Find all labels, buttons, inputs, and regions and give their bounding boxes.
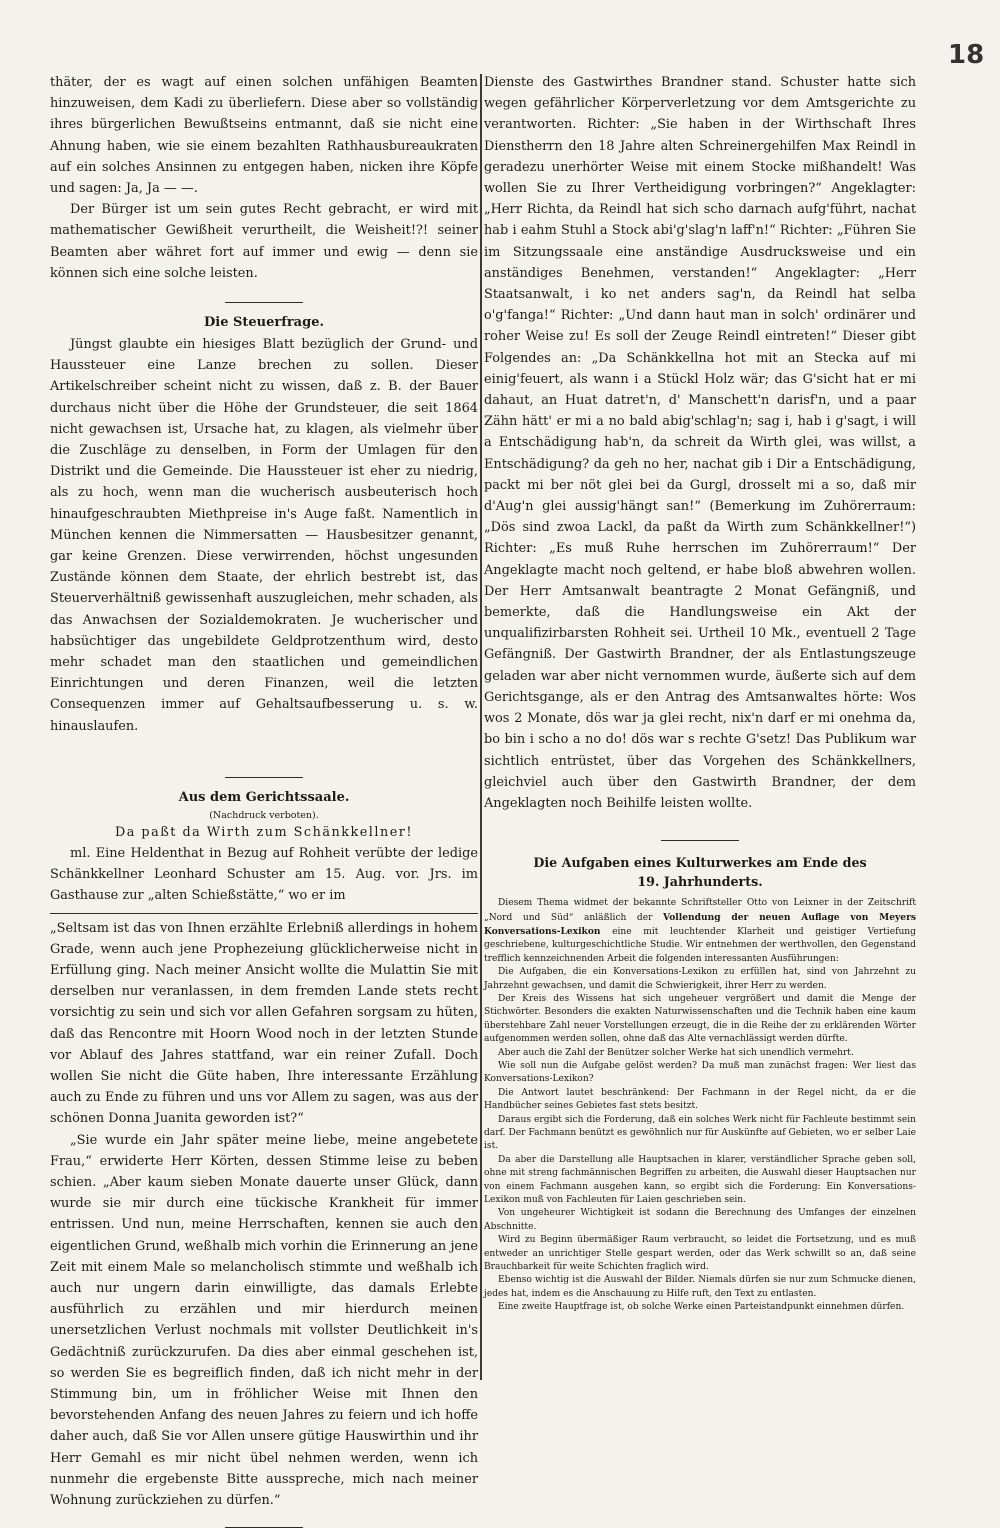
aufgaben-intro-a: Diesem Thema widmet der bekannte Schriftsteller Otto von Leixner in der Zeitschrift „Nord und Süd“ anläßlich der <box>484 898 916 923</box>
aufgaben-title-line-1: Die Aufgaben eines Kulturwerkes am Ende des <box>533 855 867 871</box>
story-paragraph-2: „Sie wurde ein Jahr später meine liebe, meine angebetete Frau,“ erwiderte Herr Körten, dessen Stimme leise zu beben schien. „Aber kaum sieben Monate dauerte unser Glück, dann wurde sie mir durch eine tückische Krankheit für immer entrissen. Und nun, meine Herrschaften, kennen sie auch den eigentlichen Grund, weßhalb mich vorhin die Erinnerung an jene Zeit mit einem Male so melancholisch stimmte und weßhalb ich auch nur ungern darin einwilligte, das damals Erlebte ausführlich zu erzählen und mir hierdurch meinen unersetzlichen Verlust nochmals mit vollster Deutlichkeit in's Gedächtniß zurückzurufen. Da dies aber einmal geschehen ist, so werden Sie es begreiflich finden, daß ich nicht mehr in der Stimmung bin, um in fröhlicher Weise mit Ihnen den bevorstehenden Anfang des neuen Jahres zu feiern und ich hoffe daher auch, daß Sie vor Allen unsere gütige Hauswirthin und ihr Herr Gemahl es mir nicht übel nehmen werden, wenn ich nunmehr die ergebenste Bitte ausspreche, mich nach meiner Wohnung zurückziehen zu dürfen.“ <box>50 1132 478 1508</box>
intro-paragraph-2: Der Bürger ist um sein gutes Recht gebracht, er wird mit mathematischer Gewißheit verurtheilt, die Weisheit!?! seiner Beamten aber währet fort auf immer und ewig — denn sie können sich eine solche leisten. <box>50 202 478 281</box>
article-separator <box>225 777 303 778</box>
left-column <box>50 72 478 1508</box>
aufgaben-intro <box>484 897 916 966</box>
aufgaben-paragraph: Eine zweite Hauptfrage ist, ob solche Werke einen Parteistandpunkt einnehmen dürfen. <box>498 1302 905 1313</box>
aufgaben-intro-bold: Vollendung der neuen Auflage von Meyers Konversations-Lexikon <box>484 911 916 937</box>
article-separator <box>661 840 739 841</box>
reprint-note: (Nachdruck verboten). <box>209 809 319 821</box>
aufgaben-paragraph: Wird zu Beginn übermäßiger Raum verbraucht, so leidet die Fortsetzung, und es muß entweder an unrichtiger Stelle gespart werden, oder das Werk schwillt so an, daß seine Brauchbarkeit für weite Schichten fraglich wird. <box>484 1235 916 1273</box>
aufgaben-paragraph: Von ungeheurer Wichtigkeit ist sodann die Berechnung des Umfanges der einzelnen Abschnitte. <box>484 1208 916 1232</box>
aufgaben-title <box>484 853 916 891</box>
aufgaben-body <box>484 897 916 1315</box>
aufgaben-title-line-2: 19. Jahrhunderts. <box>637 874 763 890</box>
steuerfrage-title: Die Steuerfrage. <box>204 315 324 331</box>
aufgaben-intro-b: eine mit leuchtender Klarheit und geistiger Vertiefung geschriebene, kulturgeschichtliche Studie. Wir entnehmen der werthvollen, den Gegenstand trefflich kennzeichnenden Arbeit die folgenden interessanten Ausführungen: <box>484 926 916 964</box>
aufgaben-paragraph: Der Kreis des Wissens hat sich ungeheuer vergrößert und damit die Menge der Stichwörter. Besonders die exakten Naturwissenschaften und die Technik haben eine kaum überstehbare Zahl neuer Vorstellungen erzeugt, die in die Reihe der zu erklärenden Wörter aufgenommen werden sollen, ohne daß das Alte vernachlässigt werden dürfte. <box>484 993 916 1045</box>
aufgaben-paragraph: Ebenso wichtig ist die Auswahl der Bilder. Niemals dürfen sie nur zum Schmucke dienen, jedes hat, indem es die Anschauung zu Hilfe ruft, den Text zu entlasten. <box>484 1275 916 1299</box>
page-number: 18 <box>948 40 985 70</box>
gerichtssaale-title: Aus dem Gerichtssaale. <box>178 789 350 805</box>
court-report-continued: Dienste des Gastwirthes Brandner stand. Schuster hatte sich wegen gefährlicher Körperverletzung vor dem Amtsgerichte zu verantworten. Richter: „Sie haben in der Wirthschaft Ihres Dienstherrn den 18 Jahre alten Schreinergehilfen Max Reindl in geradezu unerhörter Weise mit einem Stocke mißhandelt! Was wollen Sie zu Ihrer Vertheidigung vorbringen?“ Angeklagter: „Herr Richta, da Reindl hat sich scho darnach aufg'führt, nachat hab i eahm Stuhl a Stock abi'g'slag'n laff'n!“ Richter: „Führen Sie im Sitzungssaale eine anständige Ausdrucksweise und ein anständiges Benehmen, verstanden!“ Angeklagter: „Herr Staatsanwalt, i ko net anders sag'n, da Reindl hat selba o'g'fanga!“ Richter: „Und dann haut man in solch' ordinärer und roher Weise zu! Es soll der Zeuge Reindl eintreten!“ Dieser gibt Folgendes an: „Da Schänkkellna hot mit an Stecka auf mi einig'feuert, als wann i a Stückl Holz wär; das G'sicht hat er mi dahaut, an Huat datret'n, d' Manschett'n darisf'n, und a paar Zähn hätt' er mi a no bald abig'schlag'n; sag i, hab i g'sagt, i will a Entschädigung hab'n, da schreit da Wirth glei, was willst, a Entschädigung? da geh no her, nachat gib i Dir a Entschädigung, packt mi ber nöt glei bei da Gurgl, drosselt mi a so, daß mir d'Aug'n glei aussig'hängt san!“ (Bemerkung im Zuhörerraum: „Dös sind zwoa Lackl, da paßt da Wirth zum Schänkkellner!“) Richter: „Es muß Ruhe herrschen im Zuhörerraum!“ Der Angeklagte macht noch geltend, er habe bloß abwehren wollen. Der Herr Amtsanwalt beantragte 2 Monat Gefängniß, und bemerkte, daß die Handlungsweise ein Akt der unqualifizirbarsten Rohheit sei. Urtheil 10 Mk., eventuell 2 Tage Gefängniß. Der Gastwirth Brandner, der als Entlastungszeuge geladen war aber nicht vernommen wurde, äußerte sich auf dem Gerichtsgange, als er den Antrag des Amtsanwaltes hörte: Wos wos 2 Monate, dös war ja glei recht, nix'n darf er mi onehma da, bo bin i scho a no do! dös war s rechte G'setz! Das Publikum war sichtlich entrüstet, über das Vorgehen des Schänkkellners, gleichviel auch über den Gastwirth Brandner, der dem Angeklagten noch Beihilfe leisten wollte. <box>484 75 916 811</box>
court-lead: ml. Eine Heldenthat in Bezug auf Rohheit verübte der ledige Schänkkellner Leonhard Schuster am 15. Aug. vor. Jrs. im Gasthause zur „alten Schießstätte,“ wo er im <box>50 845 478 904</box>
feuilleton-rule <box>50 913 478 914</box>
steuerfrage-body: Jüngst glaubte ein hiesiges Blatt bezüglich der Grund- und Haussteuer eine Lanze brechen zu sollen. Dieser Artikelschreiber scheint nicht zu wissen, daß z. B. der Bauer durchaus nicht über die Höhe der Grundsteuer, die seit 1864 nicht gewachsen ist, Ursache hat, zu klagen, als vielmehr über die Zuschläge zu denselben, in Form der Umlagen für den Distrikt und die Gemeinde. Die Haussteuer ist eher zu niedrig, als zu hoch, wenn man die wucherisch ausbeuterisch hoch hinaufgeschraubten Miethpreise in's Auge faßt. Namentlich in München kennen die Nimmersatten — Hausbesitzer genannt, gar keine Grenzen. Diese verwirrenden, höchst ungesunden Zustände können dem Staate, der ehrlich bestrebt ist, das Steuerverhältniß gewissenhaft auszugleichen, mehr schaden, als das Anwachsen der Sozialdemokraten. Je wucherischer und habsüchtiger das ungebildete Geldprotzenthum wird, desto mehr schadet man den staatlichen und gemeindlichen Einrichtungen und deren Finanzen, weil die letzten Consequenzen immer auf Gehaltsaufbesserung u. s. w. hinauslaufen. <box>50 337 478 734</box>
intro-paragraph-1: thäter, der es wagt auf einen solchen unfähigen Beamten hinzuweisen, dem Kadi zu überliefern. Diese aber so vollständig ihres bürgerlichen Bewußtseins entmannt, daß sie nicht eine Ahnung haben, wie sie einem bezahlten Rathhausbureaukraten auf ein solches Ansinnen zu entgegen haben, nicken ihre Köpfe und sagen: Ja, Ja — —. <box>50 75 478 197</box>
article-separator <box>225 302 303 303</box>
court-subtitle: Da paßt da Wirth zum Schänkkellner! <box>114 824 414 840</box>
aufgaben-paragraph: Aber auch die Zahl der Benützer solcher Werke hat sich unendlich vermehrt. <box>498 1047 854 1058</box>
aufgaben-paragraph: Die Aufgaben, die ein Konversations-Lexikon zu erfüllen hat, sind von Jahrzehnt zu Jahrzehnt gewachsen, und damit die Schwierigkeit, ihrer Herr zu werden. <box>484 967 916 991</box>
aufgaben-paragraph: Wie soll nun die Aufgabe gelöst werden? Da muß man zunächst fragen: Wer liest das Konversations-Lexikon? <box>484 1060 916 1085</box>
aufgaben-paragraph: Daraus ergibt sich die Forderung, daß ein solches Werk nicht für Fachleute bestimmt sein darf. Der Fachmann benützt es gewöhnlich nur für Auskünfte auf Gebieten, wo er selber Laie ist. <box>484 1114 916 1152</box>
aufgaben-paragraph: Da aber die Darstellung alle Hauptsachen in klarer, verständlicher Sprache geben soll, ohne mit streng fachmännischen Begriffen zu arbeiten, die Auswahl dieser Hauptsachen nur von einem Fachmann ausgehen kann, so ergibt sich die Forderung: Ein Konversations-Lexikon muß von Fachleuten für Laien geschrieben sein. <box>484 1154 916 1206</box>
story-paragraph-1: „Seltsam ist das von Ihnen erzählte Erlebniß allerdings in hohem Grade, wenn auch jene Prophezeiung glücklicherweise nicht in Erfüllung ging. Nach meiner Ansicht wollte die Mulattin Sie mit derselben nur veranlassen, in dem fremden Lande stets recht vorsichtig zu sein und sich vor allen Gefahren sorgsam zu hüten, daß das Rencontre mit Hoorn Wood noch in der letzten Stunde vor Ablauf des Jahres stattfand, war ein reiner Zufall. Doch wollen Sie nicht die Güte haben, Ihre interessante Erzählung auch zu Ende zu führen und uns vor Allem zu sagen, was aus der schönen Donna Juanita geworden ist?“ <box>50 920 478 1127</box>
aufgaben-paragraph: Die Antwort lautet beschränkend: Der Fachmann in der Regel nicht, da er die Handbücher seines Gebietes fast stets besitzt. <box>484 1087 916 1112</box>
right-column <box>484 72 916 1392</box>
column-rule <box>480 74 482 1380</box>
